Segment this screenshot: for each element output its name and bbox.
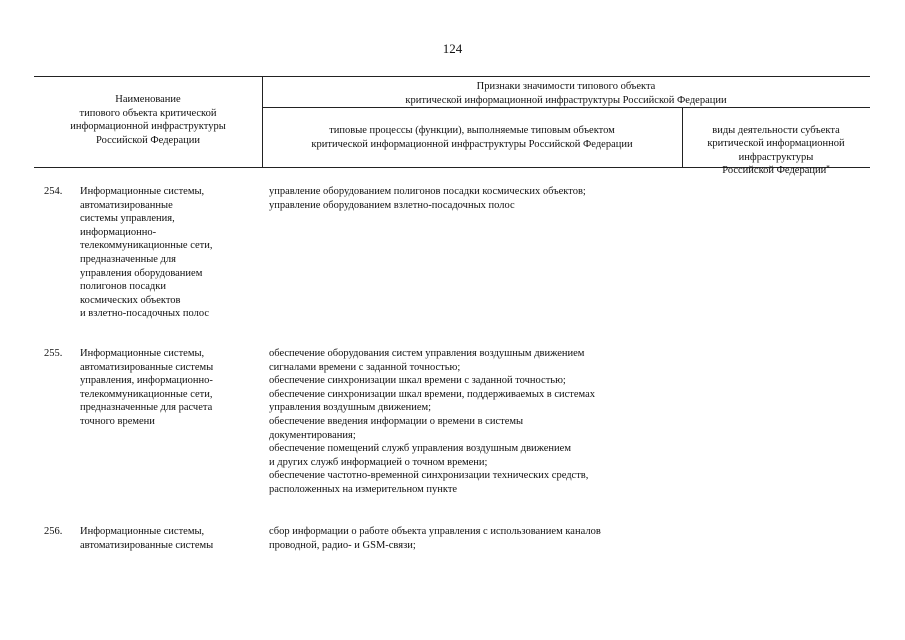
process-list bbox=[269, 347, 709, 497]
header-top-rule bbox=[34, 76, 870, 77]
object-name: Информационные системы, автоматизированные системы bbox=[80, 526, 214, 551]
process-item: обеспечение синхронизации шкал времени с заданной точностью; bbox=[269, 375, 566, 387]
footnote-mark: * bbox=[826, 164, 830, 173]
process-list bbox=[269, 525, 709, 552]
header-processes-column: типовые процессы (функции), выполняемые типовым объектом критической информационной инфраструктуры Российской Федерации bbox=[311, 125, 633, 150]
header-significance-group: Признаки значимости типового объекта критической информационной инфраструктуры Российской Федерации bbox=[405, 81, 727, 106]
header-name-column: Наименование типового объекта критической информационной инфраструктуры Российской Федерации bbox=[70, 94, 226, 146]
object-name: Информационные системы, автоматизированные системы управления, информационно- телекоммуникационные сети, предназначенные для управления оборудованием полигонов посадки космических объектов и взлетно-посадочных полос bbox=[80, 186, 213, 320]
row-number: 254. bbox=[44, 186, 63, 197]
header-activities-column bbox=[682, 110, 870, 178]
page-number: 124 bbox=[442, 41, 463, 56]
process-item: обеспечение частотно-временной синхронизации технических средств, расположенных на измерительном пункте bbox=[269, 470, 589, 495]
process-item: обеспечение синхронизации шкал времени, поддерживаемых в системах управления воздушным движением; bbox=[269, 388, 596, 414]
process-list bbox=[269, 185, 709, 212]
process-item: управление оборудованием полигонов посадки космических объектов; bbox=[269, 186, 586, 197]
row-number: 255. bbox=[44, 348, 63, 359]
row-number: 256. bbox=[44, 526, 63, 537]
process-item: обеспечение помещений служб управления воздушным движением и других служб информацией о точном времени; bbox=[269, 443, 571, 468]
object-name: Информационные системы, автоматизированные системы управления, информационно- телекоммуникационные сети, предназначенные для расчета точного времени bbox=[80, 348, 214, 427]
header-activities-text: виды деятельности субъекта критической информационной инфраструктуры Российской Федерации bbox=[707, 124, 845, 177]
process-item: сбор информации о работе объекта управления с использованием каналов проводной, радио- и GSM-связи; bbox=[269, 526, 601, 551]
process-item: управление оборудованием взлетно-посадочных полос bbox=[269, 199, 515, 211]
process-item: обеспечение введения информации о времени в системы документирования; bbox=[269, 415, 524, 441]
process-item: обеспечение оборудования систем управления воздушным движением сигналами времени с заданной точностью; bbox=[269, 348, 585, 373]
